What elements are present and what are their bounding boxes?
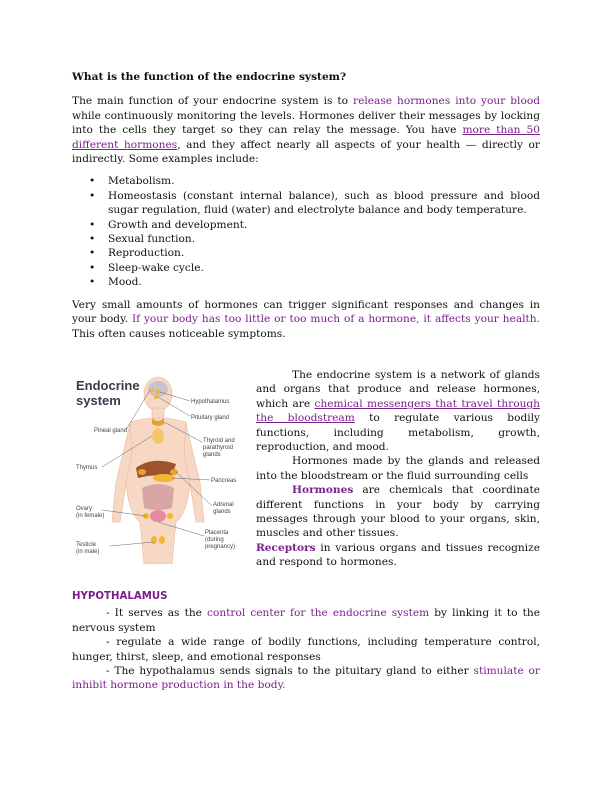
pituitary-dot (154, 395, 158, 399)
intro-paragraph (72, 94, 540, 166)
uterus-shape (150, 510, 166, 522)
hypothalamus-dot (156, 390, 161, 395)
label-thyroid-2: parathyroid (203, 445, 234, 451)
side-text-2: to regulate various bodily functions, including metabolism, growth, reproduction, and mood. (256, 412, 540, 454)
intestine-shape (142, 484, 174, 510)
hypothalamus-point-3 (72, 664, 540, 693)
hormones-definition: are chemicals that coordinate different functions in your body by carrying messages through your blood to your organs, skin, muscles and other tissues. (256, 484, 540, 540)
label-pineal: Pineal gland (94, 428, 128, 434)
point-3-text-1: - The hypothalamus sends signals to the pituitary gland to either (106, 665, 474, 678)
point-1-text-2: by linking it to the nervous system (72, 607, 540, 634)
list-item: • Homeostasis (constant internal balance), such as blood pressure and blood sugar regulation, fluid (water) and electrolyte balance and body temperature. (108, 189, 540, 218)
list-item: • Metabolism. (108, 174, 540, 188)
diagram-title-1: Endocrine (76, 378, 140, 393)
label-thymus: Thymus (76, 465, 98, 471)
receptors-term: Receptors (256, 541, 316, 554)
summary-text-1: Very small amounts of hormones can trigger significant responses and changes in your body. (72, 298, 540, 326)
label-placenta-2: (during (205, 537, 224, 543)
label-testicle-2: (in male) (76, 549, 100, 555)
side-paragraph-4 (256, 541, 540, 570)
fifty-hormones-link[interactable]: more than 50 different hormones (72, 124, 540, 151)
label-pancreas: Pancreas (211, 478, 237, 484)
label-adrenal-2: glands (213, 509, 231, 515)
summary-paragraph (72, 298, 540, 341)
hormones-term: Hormones (292, 484, 354, 497)
ovary-right (167, 513, 173, 519)
list-item: • Sleep-wake cycle. (108, 261, 540, 275)
intro-text-1: The main function of your endocrine system is to (72, 95, 354, 108)
release-hormones-link[interactable]: release hormones into your blood (353, 95, 540, 108)
testicle-left (151, 536, 157, 544)
endocrine-diagram-svg (72, 372, 244, 564)
endocrine-diagram (72, 372, 244, 564)
testicle-right (159, 536, 165, 544)
label-thyroid-3: glands (203, 452, 221, 458)
side-paragraph-2: Hormones made by the glands and released into the bloodstream or the fluid surrounding cells (256, 455, 540, 482)
side-paragraph-3 (256, 483, 540, 541)
list-item: • Mood. (108, 275, 540, 289)
side-text-1: The endocrine system is a network of glands and organs that produce and release hormones, which are (256, 369, 540, 410)
list-item: • Reproduction. (108, 246, 540, 260)
receptors-definition: in various organs and tissues recognize and respond to hormones. (256, 541, 540, 569)
label-placenta-1: Placenta (205, 530, 229, 536)
list-item: • Growth and development. (108, 218, 540, 232)
label-adrenal-1: Adrenal (213, 502, 234, 508)
thymus-shape (152, 428, 164, 444)
adrenal-right (170, 469, 178, 475)
examples-list (72, 174, 540, 289)
section-heading: What is the function of the endocrine system? (72, 71, 347, 83)
pancreas-shape (153, 474, 175, 482)
control-center-link[interactable]: control center for the endocrine system (207, 607, 430, 620)
label-hypothalamus: Hypothalamus (191, 399, 230, 405)
stimulate-inhibit-link[interactable]: stimulate or inhibit hormone production in the body. (72, 665, 540, 692)
intro-text-3: , and they affect nearly all aspects of your health — directly or indirectly. Some examples include: (72, 138, 540, 166)
main-content (72, 70, 540, 341)
list-item: • Sexual function. (108, 232, 540, 246)
hypothalamus-title: HYPOTHALAMUS (72, 591, 168, 602)
side-text (256, 368, 540, 570)
chemical-messengers-link[interactable]: chemical messengers that travel through the bloodstream (256, 397, 541, 425)
label-thyroid-1: Thyroid and (203, 438, 235, 444)
diagram-title-2: system (76, 393, 121, 408)
label-ovary-1: Ovary (76, 506, 93, 512)
label-ovary-2: (in female) (76, 513, 105, 519)
label-pituitary: Pituitary gland (191, 415, 230, 421)
pineal-dot (150, 388, 154, 392)
label-testicle-1: Testicle (76, 542, 97, 548)
summary-text-2: This often causes noticeable symptoms. (72, 327, 286, 340)
adrenal-left (138, 469, 146, 475)
side-paragraph-1 (256, 368, 540, 454)
point-1-text-1: - It serves as the (106, 607, 208, 620)
health-effect-link[interactable]: If your body has too little or too much of a hormone, it affects your health. (131, 313, 540, 326)
hypothalamus-section (72, 590, 540, 693)
label-placenta-3: pregnancy) (205, 544, 236, 550)
hypothalamus-point-2: - regulate a wide range of bodily functions, including temperature control, hunger, thirst, sleep, and emotional responses (72, 636, 540, 663)
intro-text-2: while continuously monitoring the levels. Hormones deliver their messages by locking into the cells they target so they can relay the message. You have (72, 109, 540, 137)
hypothalamus-point-1 (72, 606, 540, 635)
